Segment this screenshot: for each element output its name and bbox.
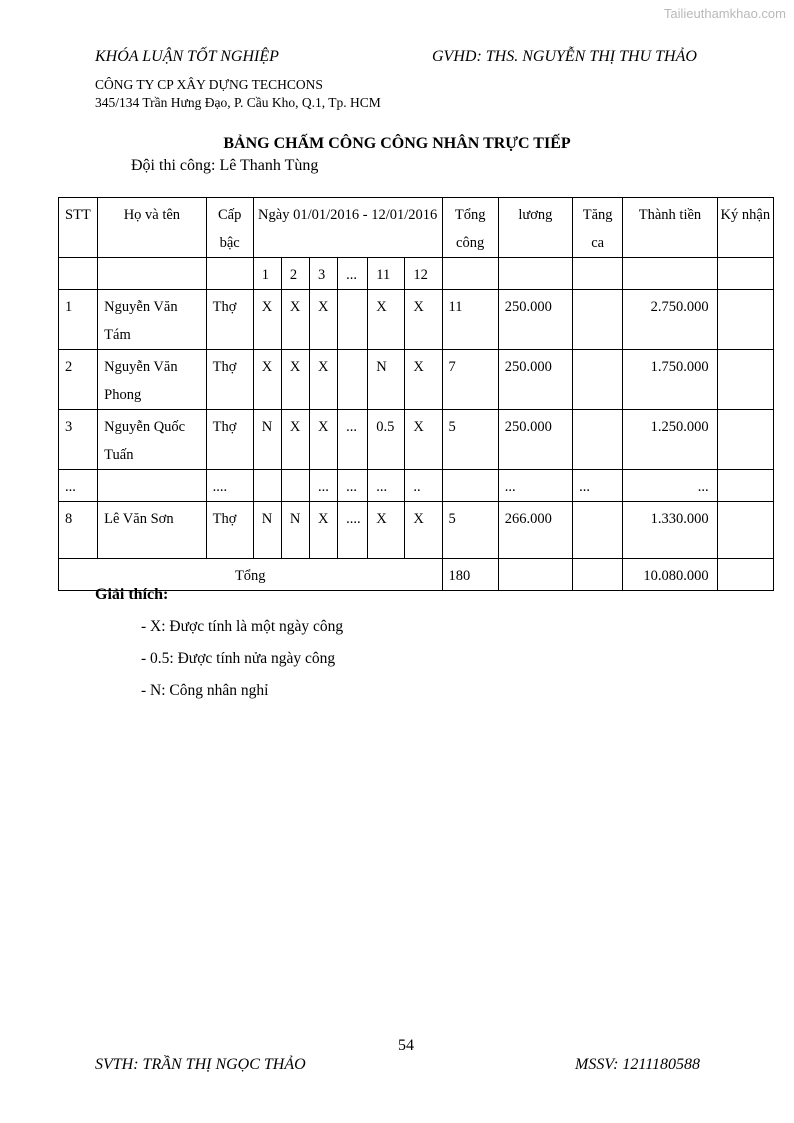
cell-day [281,470,309,502]
cell-day: ... [310,470,338,502]
total-label: Tổng [59,559,443,591]
cell-salary: 266.000 [498,502,572,559]
legend-title: Giải thích: [95,586,169,603]
cell-day: X [310,350,338,410]
cell-salary: 250.000 [498,290,572,350]
cell-day: X [310,410,338,470]
cell-grade: Thợ [206,410,253,470]
header-salary: lương [498,198,572,258]
cell-grade: .... [206,470,253,502]
header-grade: Cấp bậc [206,198,253,258]
cell-salary: ... [498,470,572,502]
cell-day: .. [405,470,442,502]
cell-day: N [281,502,309,559]
cell-name: Nguyễn Quốc Tuấn [98,410,206,470]
cell-total-days [442,470,498,502]
day-number-row [59,258,774,290]
cell-stt: 1 [59,290,98,350]
cell-sign [717,410,773,470]
cell-day: ... [368,470,405,502]
cell-day [253,470,281,502]
watermark: Tailieuthamkhao.com [663,6,786,21]
day-number: 11 [368,258,405,290]
day-number: 12 [405,258,442,290]
cell-day: X [253,350,281,410]
header-total-days: Tổng công [442,198,498,258]
header-stt: STT [59,198,98,258]
header-days: Ngày 01/01/2016 - 12/01/2016 [253,198,442,258]
header-name: Họ và tên [98,198,206,258]
cell-day: X [281,410,309,470]
table-row [59,290,774,350]
cell-day [338,290,368,350]
day-number: 1 [253,258,281,290]
cell-sign [717,502,773,559]
cell-day: ... [338,410,368,470]
table-header-row [59,198,774,258]
header-amount: Thành tiền [623,198,717,258]
cell-sign [717,350,773,410]
legend-item: - 0.5: Được tính nửa ngày công [141,650,336,667]
page-number: 54 [398,1037,414,1054]
company-name: CÔNG TY CP XÂY DỰNG TECHCONS [95,77,323,92]
company-address: 345/134 Trần Hưng Đạo, P. Cầu Kho, Q.1, Tp. HCM [95,95,381,110]
team-label: Đội thi công: Lê Thanh Tùng [131,157,319,174]
document-title: BẢNG CHẤM CÔNG CÔNG NHÂN TRỰC TIẾP [223,135,571,152]
cell-day: X [405,410,442,470]
cell-grade: Thợ [206,502,253,559]
cell-day: X [405,502,442,559]
cell-total-days: 5 [442,410,498,470]
cell-day: N [253,502,281,559]
total-days: 180 [442,559,498,591]
day-number: 2 [281,258,309,290]
cell-day [338,350,368,410]
header-overtime: Tăng ca [573,198,623,258]
cell-day: .... [338,502,368,559]
cell-day: X [253,290,281,350]
header-sign: Ký nhận [717,198,773,258]
cell-day: N [253,410,281,470]
cell-amount: 1.750.000 [623,350,717,410]
cell-day: X [368,502,405,559]
cell-overtime [573,350,623,410]
cell-amount: ... [623,470,717,502]
table-row [59,410,774,470]
cell-overtime: ... [573,470,623,502]
cell-stt: ... [59,470,98,502]
cell-day: N [368,350,405,410]
cell-day: X [310,290,338,350]
table-row [59,502,774,559]
legend-item: - N: Công nhân nghỉ [141,682,269,699]
legend-item: - X: Được tính là một ngày công [141,618,344,635]
cell-sign [717,290,773,350]
cell-stt: 2 [59,350,98,410]
cell-name [98,470,206,502]
header-thesis-title: KHÓA LUẬN TỐT NGHIỆP [95,48,279,65]
cell-overtime [573,410,623,470]
cell-stt: 8 [59,502,98,559]
cell-salary: 250.000 [498,350,572,410]
timesheet-table [58,197,774,591]
table-row [59,350,774,410]
cell-amount: 1.250.000 [623,410,717,470]
cell-day: ... [338,470,368,502]
cell-name: Nguyễn Văn Phong [98,350,206,410]
total-amount: 10.080.000 [623,559,717,591]
cell-grade: Thợ [206,290,253,350]
table-row [59,470,774,502]
day-number: 3 [310,258,338,290]
cell-amount: 2.750.000 [623,290,717,350]
header-advisor: GVHD: THS. NGUYỄN THỊ THU THẢO [432,48,697,65]
cell-total-days: 5 [442,502,498,559]
cell-day: X [405,290,442,350]
cell-stt: 3 [59,410,98,470]
cell-amount: 1.330.000 [623,502,717,559]
cell-overtime [573,502,623,559]
footer-student-id: MSSV: 1211180588 [575,1056,701,1073]
cell-day: X [281,290,309,350]
cell-name: Nguyễn Văn Tám [98,290,206,350]
day-number: ... [338,258,368,290]
cell-total-days: 7 [442,350,498,410]
cell-salary: 250.000 [498,410,572,470]
cell-sign [717,470,773,502]
cell-day: X [405,350,442,410]
footer-student: SVTH: TRẦN THỊ NGỌC THẢO [95,1056,306,1073]
cell-day: X [368,290,405,350]
cell-name: Lê Văn Sơn [98,502,206,559]
cell-total-days: 11 [442,290,498,350]
cell-grade: Thợ [206,350,253,410]
cell-day: X [281,350,309,410]
cell-day: 0.5 [368,410,405,470]
cell-overtime [573,290,623,350]
cell-day: X [310,502,338,559]
